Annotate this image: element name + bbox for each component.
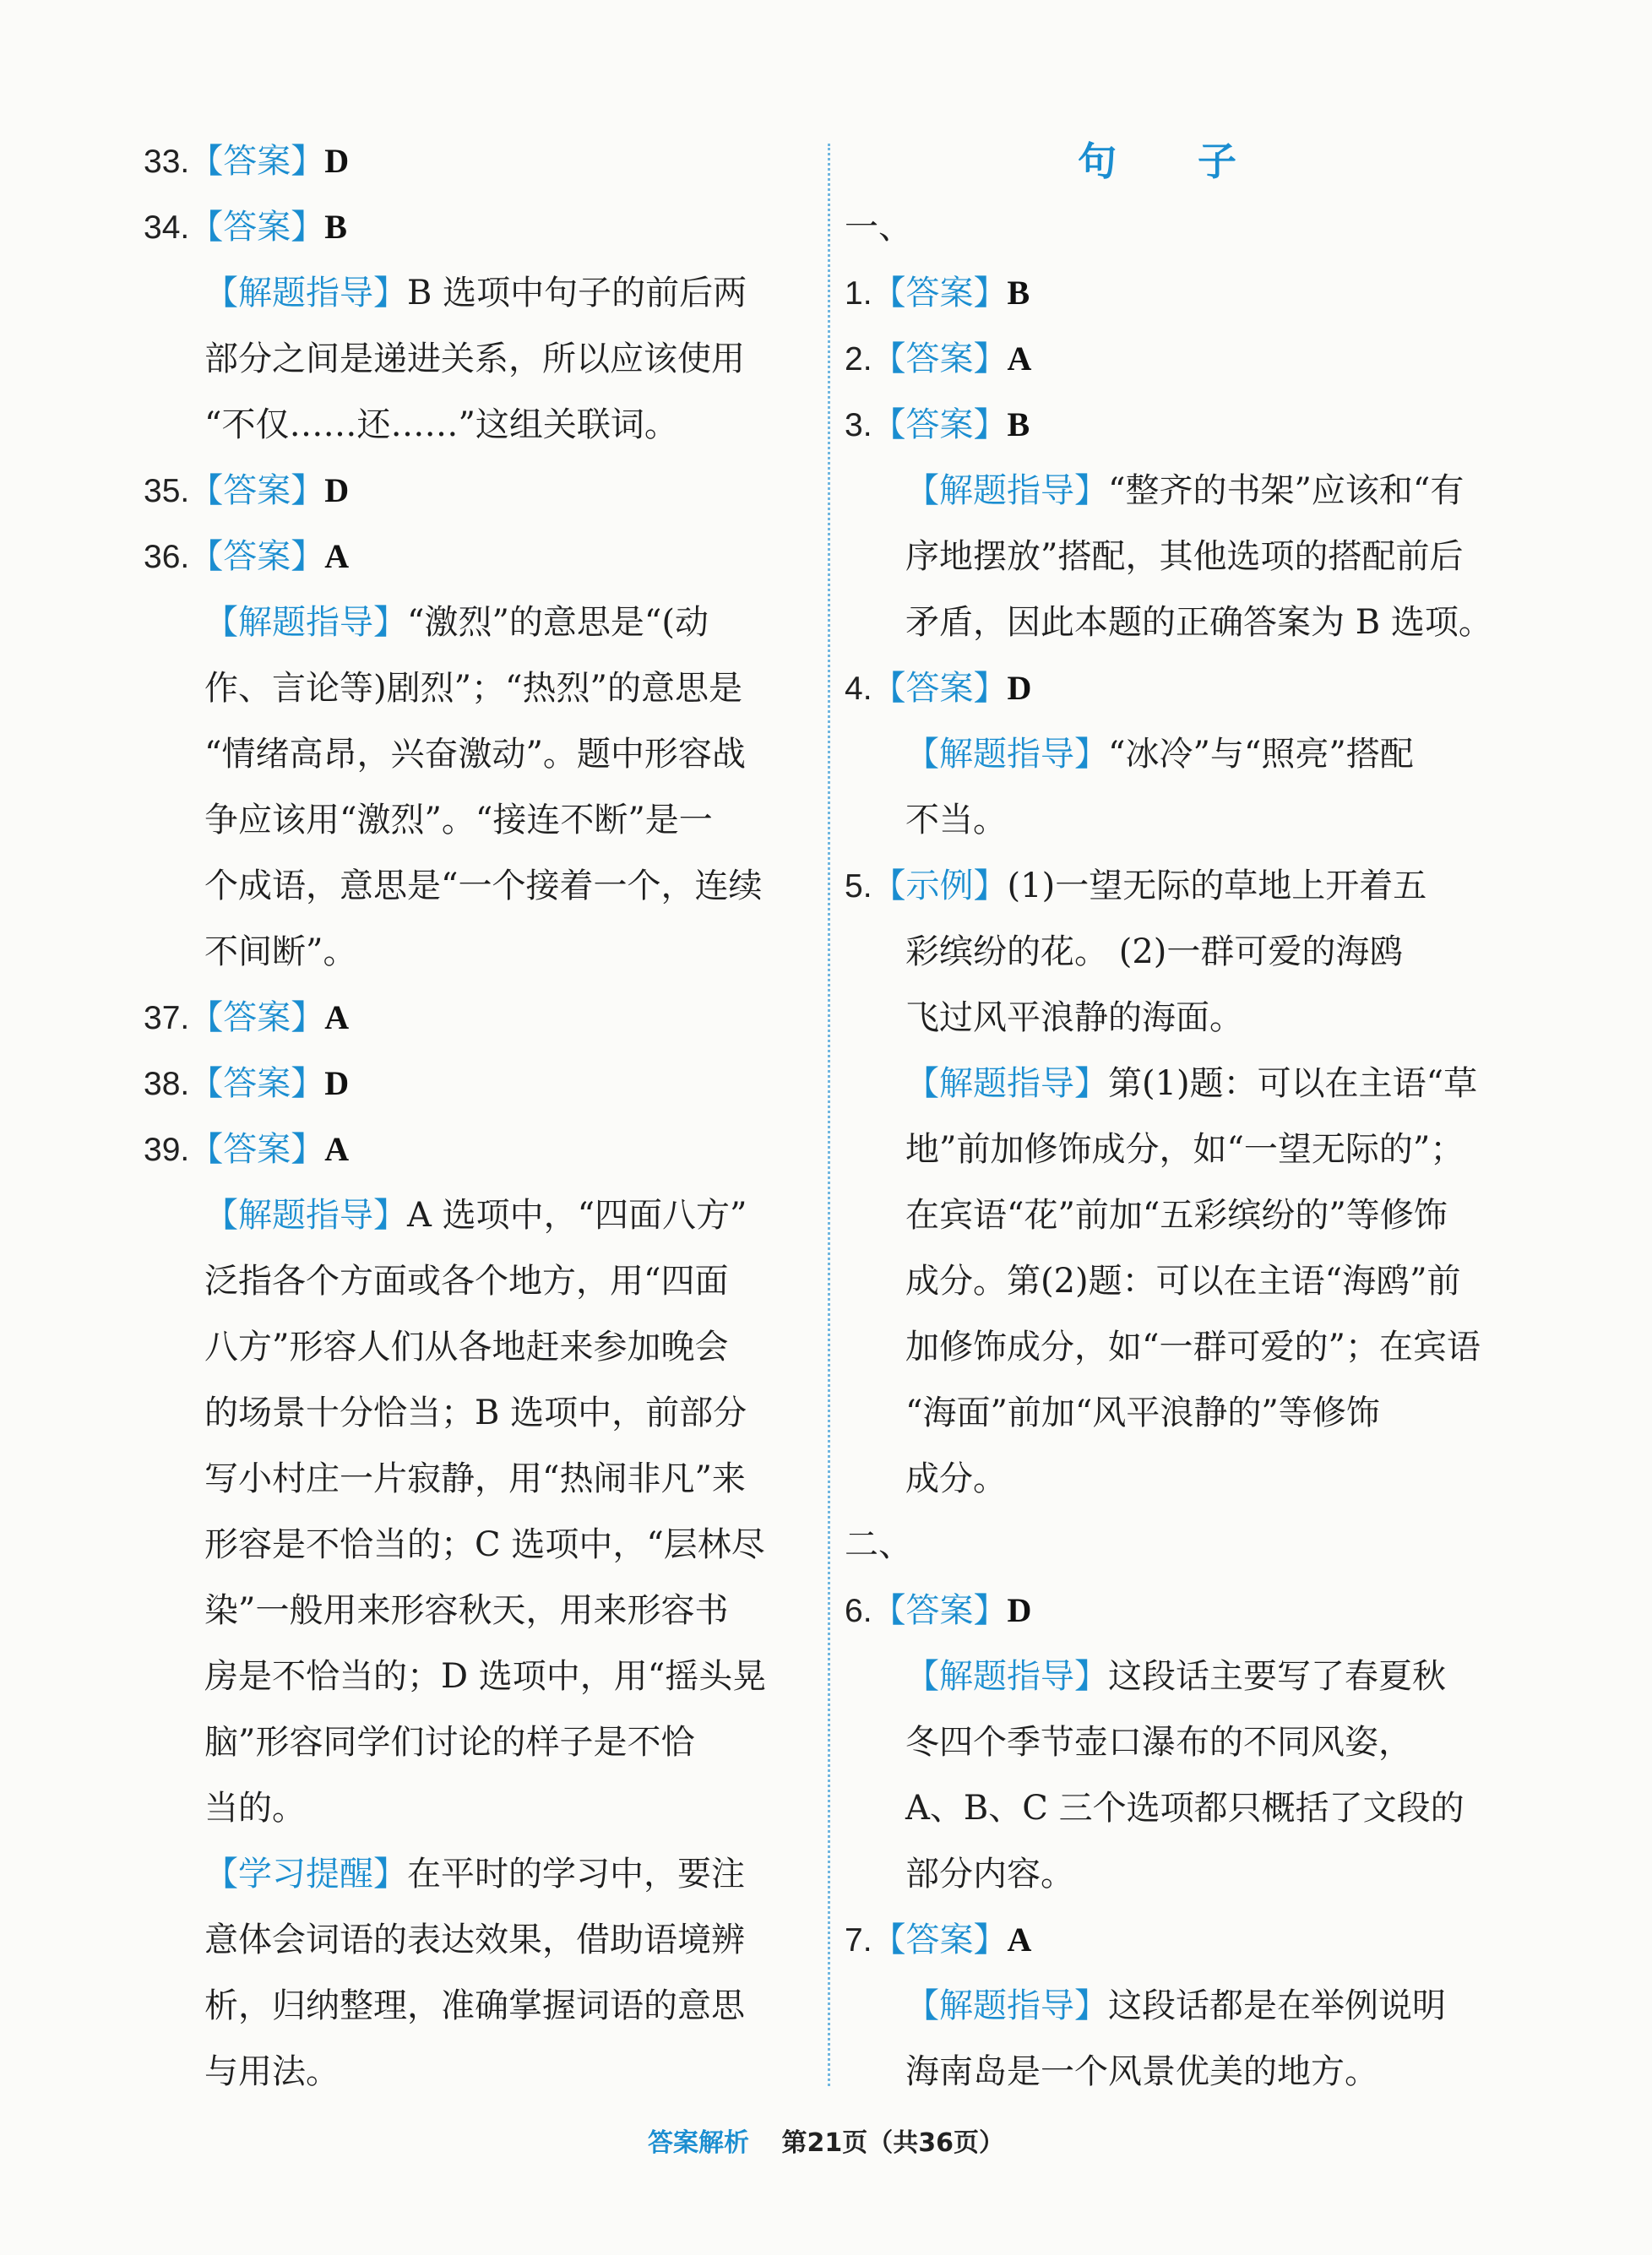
explanation-text: 地”前加修饰成分，如“一望无际的”； xyxy=(905,1130,1465,1169)
explanation-line xyxy=(845,458,1503,524)
column-divider xyxy=(828,144,830,2086)
explanation-line xyxy=(144,1248,819,1314)
explanation-line xyxy=(144,853,819,919)
explanation-text: 意体会词语的表达效果，借助语境辨 xyxy=(204,1921,745,1959)
answer-line xyxy=(144,458,819,524)
section-label: 一、 xyxy=(845,208,912,247)
answer-value: D xyxy=(1007,669,1032,707)
explanation-line xyxy=(845,1644,1503,1709)
left-column xyxy=(144,128,819,2105)
explanation-line xyxy=(144,392,819,458)
explanation-line xyxy=(845,1380,1503,1446)
answer-line xyxy=(845,1578,1503,1644)
explanation-text: 成分。 xyxy=(905,1459,1007,1498)
answer-line xyxy=(845,655,1503,721)
question-number: 35. xyxy=(144,473,190,509)
answer-value: (1)一望无际的草地上开着五 xyxy=(1007,867,1427,905)
explanation-text: 析，归纳整理，准确掌握词语的意思 xyxy=(204,1986,745,2025)
question-number: 3. xyxy=(845,407,872,443)
answer-line xyxy=(845,392,1503,458)
explanation-line xyxy=(845,787,1503,853)
explanation-text: 飞过风平浪静的海面。 xyxy=(905,998,1243,1037)
explanation-text: 房是不恰当的；D 选项中，用“摇头晃 xyxy=(204,1657,767,1696)
explanation-line xyxy=(144,326,819,392)
explanation-text: 第(1)题：可以在主语“草 xyxy=(1108,1064,1478,1103)
answer-tag: 【答案】 xyxy=(189,472,325,509)
question-number: 2. xyxy=(845,341,872,378)
question-number: 1. xyxy=(845,275,872,312)
explanation-text: 的场景十分恰当；B 选项中，前部分 xyxy=(204,1394,747,1432)
answer-value: D xyxy=(324,471,350,509)
explanation-text: B 选项中句子的前后两 xyxy=(407,274,747,312)
question-number: 39. xyxy=(144,1132,190,1168)
explanation-line xyxy=(144,1314,819,1380)
explanation-line xyxy=(845,919,1503,985)
explanation-text: 矛盾，因此本题的正确答案为 B 选项。 xyxy=(905,603,1492,642)
answer-tag: 【答案】 xyxy=(872,1592,1008,1629)
explanation-text: 染”一般用来形容秋天，用来形容书 xyxy=(204,1591,729,1630)
explanation-text: “海面”前加“风平浪静的”等修饰 xyxy=(905,1394,1380,1432)
explanation-text: 当的。 xyxy=(204,1789,306,1828)
section-label: 二、 xyxy=(845,1525,912,1564)
explanation-line xyxy=(144,721,819,787)
explanation-line xyxy=(144,919,819,985)
explanation-line xyxy=(144,1182,819,1248)
explanation-text: 与用法。 xyxy=(204,2052,340,2091)
explanation-line xyxy=(845,1709,1503,1775)
explanation-tag: 【解题指导】 xyxy=(204,604,407,641)
answer-value: B xyxy=(324,208,347,246)
explanation-line xyxy=(845,1973,1503,2039)
explanation-text: A、B、C 三个选项都只概括了文段的 xyxy=(905,1789,1465,1828)
page-footer xyxy=(0,2122,1652,2159)
explanation-text: 冬四个季节壶口瀑布的不同风姿， xyxy=(905,1723,1412,1762)
answer-line xyxy=(144,128,819,194)
explanation-tag: 【解题指导】 xyxy=(905,472,1108,509)
explanation-text: 作、言论等)剧烈”；“热烈”的意思是 xyxy=(204,669,742,708)
explanation-line xyxy=(845,1775,1503,1841)
explanation-line xyxy=(144,1380,819,1446)
explanation-text: 加修饰成分，如“一群可爱的”；在宾语 xyxy=(905,1328,1481,1367)
explanation-line xyxy=(845,985,1503,1051)
answer-value: A xyxy=(324,998,350,1036)
answer-value: D xyxy=(1007,1591,1032,1629)
explanation-line xyxy=(144,1709,819,1775)
explanation-text: 不当。 xyxy=(905,801,1007,840)
explanation-line xyxy=(845,1314,1503,1380)
explanation-text: 不间断”。 xyxy=(204,932,357,971)
explanation-line xyxy=(845,1051,1503,1117)
question-number: 36. xyxy=(144,539,190,575)
explanation-text: “不仅……还……”这组关联词。 xyxy=(204,405,678,444)
answer-line xyxy=(144,1117,819,1182)
question-number: 4. xyxy=(845,671,872,707)
answer-line xyxy=(144,985,819,1051)
answer-value: B xyxy=(1007,274,1030,312)
explanation-line xyxy=(144,1446,819,1512)
answer-tag: 【答案】 xyxy=(189,209,325,246)
explanation-text: 争应该用“激烈”。“接连不断”是一 xyxy=(204,801,713,840)
explanation-text: “冰冷”与“照亮”搭配 xyxy=(1108,735,1414,774)
explanation-tag: 【解题指导】 xyxy=(204,1197,407,1234)
explanation-text: 海南岛是一个风景优美的地方。 xyxy=(905,2052,1378,2091)
answer-value: A xyxy=(324,1130,350,1168)
explanation-tag: 【解题指导】 xyxy=(905,736,1108,773)
explanation-tag: 【解题指导】 xyxy=(905,1987,1108,2024)
explanation-text: 个成语，意思是“一个接着一个，连续 xyxy=(204,867,763,905)
explanation-text: 脑”形容同学们讨论的样子是不恰 xyxy=(204,1723,695,1762)
explanation-text: 形容是不恰当的；C 选项中，“层林尽 xyxy=(204,1525,765,1564)
answer-line xyxy=(845,260,1503,326)
explanation-line xyxy=(144,1578,819,1644)
answer-value: D xyxy=(324,1064,350,1102)
answer-value: A xyxy=(324,537,350,575)
answer-tag: 【答案】 xyxy=(189,1065,325,1102)
explanation-line xyxy=(845,1248,1503,1314)
explanation-line xyxy=(845,1446,1503,1512)
question-number: 34. xyxy=(144,209,190,246)
answer-tag: 【答案】 xyxy=(189,1131,325,1168)
explanation-text: “整齐的书架”应该和“有 xyxy=(1108,471,1465,510)
explanation-text: 这段话主要写了春夏秋 xyxy=(1108,1657,1446,1696)
explanation-line xyxy=(144,655,819,721)
explanation-line xyxy=(845,590,1503,655)
answer-value: D xyxy=(324,142,350,180)
explanation-tag: 【学习提醒】 xyxy=(204,1856,407,1893)
answer-line xyxy=(845,326,1503,392)
answer-tag: 【答案】 xyxy=(872,274,1008,312)
explanation-line xyxy=(144,1775,819,1841)
explanation-text: 泛指各个方面或各个地方，用“四面 xyxy=(204,1262,729,1301)
explanation-text: 部分之间是递进关系，所以应该使用 xyxy=(204,340,745,378)
question-number: 6. xyxy=(845,1593,872,1629)
section-heading xyxy=(845,194,1503,260)
answer-tag: 【答案】 xyxy=(872,406,1008,443)
answer-line xyxy=(144,1051,819,1117)
section-title: 句 子 xyxy=(1077,139,1270,184)
answer-tag: 【答案】 xyxy=(872,670,1008,707)
answer-tag: 【答案】 xyxy=(189,143,325,180)
explanation-line xyxy=(845,1841,1503,1907)
explanation-line xyxy=(845,1182,1503,1248)
question-number: 33. xyxy=(144,144,190,180)
explanation-line xyxy=(144,2039,819,2105)
question-number: 5. xyxy=(845,868,872,905)
explanation-text: “激烈”的意思是“(动 xyxy=(407,603,709,642)
explanation-line xyxy=(845,721,1503,787)
answer-tag: 【答案】 xyxy=(189,999,325,1036)
answer-tag: 【答案】 xyxy=(872,1921,1008,1959)
explanation-text: 彩缤纷的花。 (2)一群可爱的海鸥 xyxy=(905,932,1404,971)
answer-line xyxy=(144,524,819,590)
answer-value: A xyxy=(1007,340,1032,378)
explanation-text: 在平时的学习中，要注 xyxy=(407,1855,745,1894)
answer-line xyxy=(144,194,819,260)
explanation-text: 八方”形容人们从各地赶来参加晚会 xyxy=(204,1328,729,1367)
explanation-line xyxy=(144,1841,819,1907)
answer-tag: 【答案】 xyxy=(872,340,1008,378)
explanation-text: 序地摆放”搭配，其他选项的搭配前后 xyxy=(905,537,1464,576)
section-heading xyxy=(845,1512,1503,1578)
explanation-tag: 【解题指导】 xyxy=(905,1065,1108,1102)
answer-line xyxy=(845,853,1503,919)
right-column xyxy=(845,128,1503,2105)
explanation-line xyxy=(144,590,819,655)
explanation-text: 成分。第(2)题：可以在主语“海鸥”前 xyxy=(905,1262,1461,1301)
answer-line xyxy=(845,1907,1503,1973)
explanation-line xyxy=(845,524,1503,590)
explanation-line xyxy=(144,1644,819,1709)
explanation-line xyxy=(144,787,819,853)
explanation-text: A 选项中，“四面八方” xyxy=(407,1196,747,1235)
answer-tag: 【答案】 xyxy=(189,538,325,575)
explanation-text: 部分内容。 xyxy=(905,1855,1074,1894)
answer-value: A xyxy=(1007,1921,1032,1959)
explanation-line xyxy=(144,1973,819,2039)
explanation-text: 在宾语“花”前加“五彩缤纷的”等修饰 xyxy=(905,1196,1448,1235)
explanation-line xyxy=(144,1907,819,1973)
footer-label: 答案解析 xyxy=(648,2128,750,2158)
explanation-line xyxy=(144,1512,819,1578)
explanation-line xyxy=(845,1117,1503,1182)
explanation-tag: 【解题指导】 xyxy=(905,1658,1108,1695)
explanation-text: 写小村庄一片寂静，用“热闹非凡”来 xyxy=(204,1459,746,1498)
explanation-line xyxy=(144,260,819,326)
explanation-line xyxy=(845,2039,1503,2105)
answer-value: B xyxy=(1007,405,1030,443)
answer-tag: 【示例】 xyxy=(872,867,1008,905)
explanation-text: “情绪高昂，兴奋激动”。题中形容战 xyxy=(204,735,746,774)
question-number: 7. xyxy=(845,1922,872,1959)
explanation-text: 这段话都是在举例说明 xyxy=(1108,1986,1446,2025)
question-number: 37. xyxy=(144,1000,190,1036)
question-number: 38. xyxy=(144,1066,190,1102)
explanation-tag: 【解题指导】 xyxy=(204,274,407,312)
page-number: 第21页（共36页） xyxy=(781,2128,1004,2158)
